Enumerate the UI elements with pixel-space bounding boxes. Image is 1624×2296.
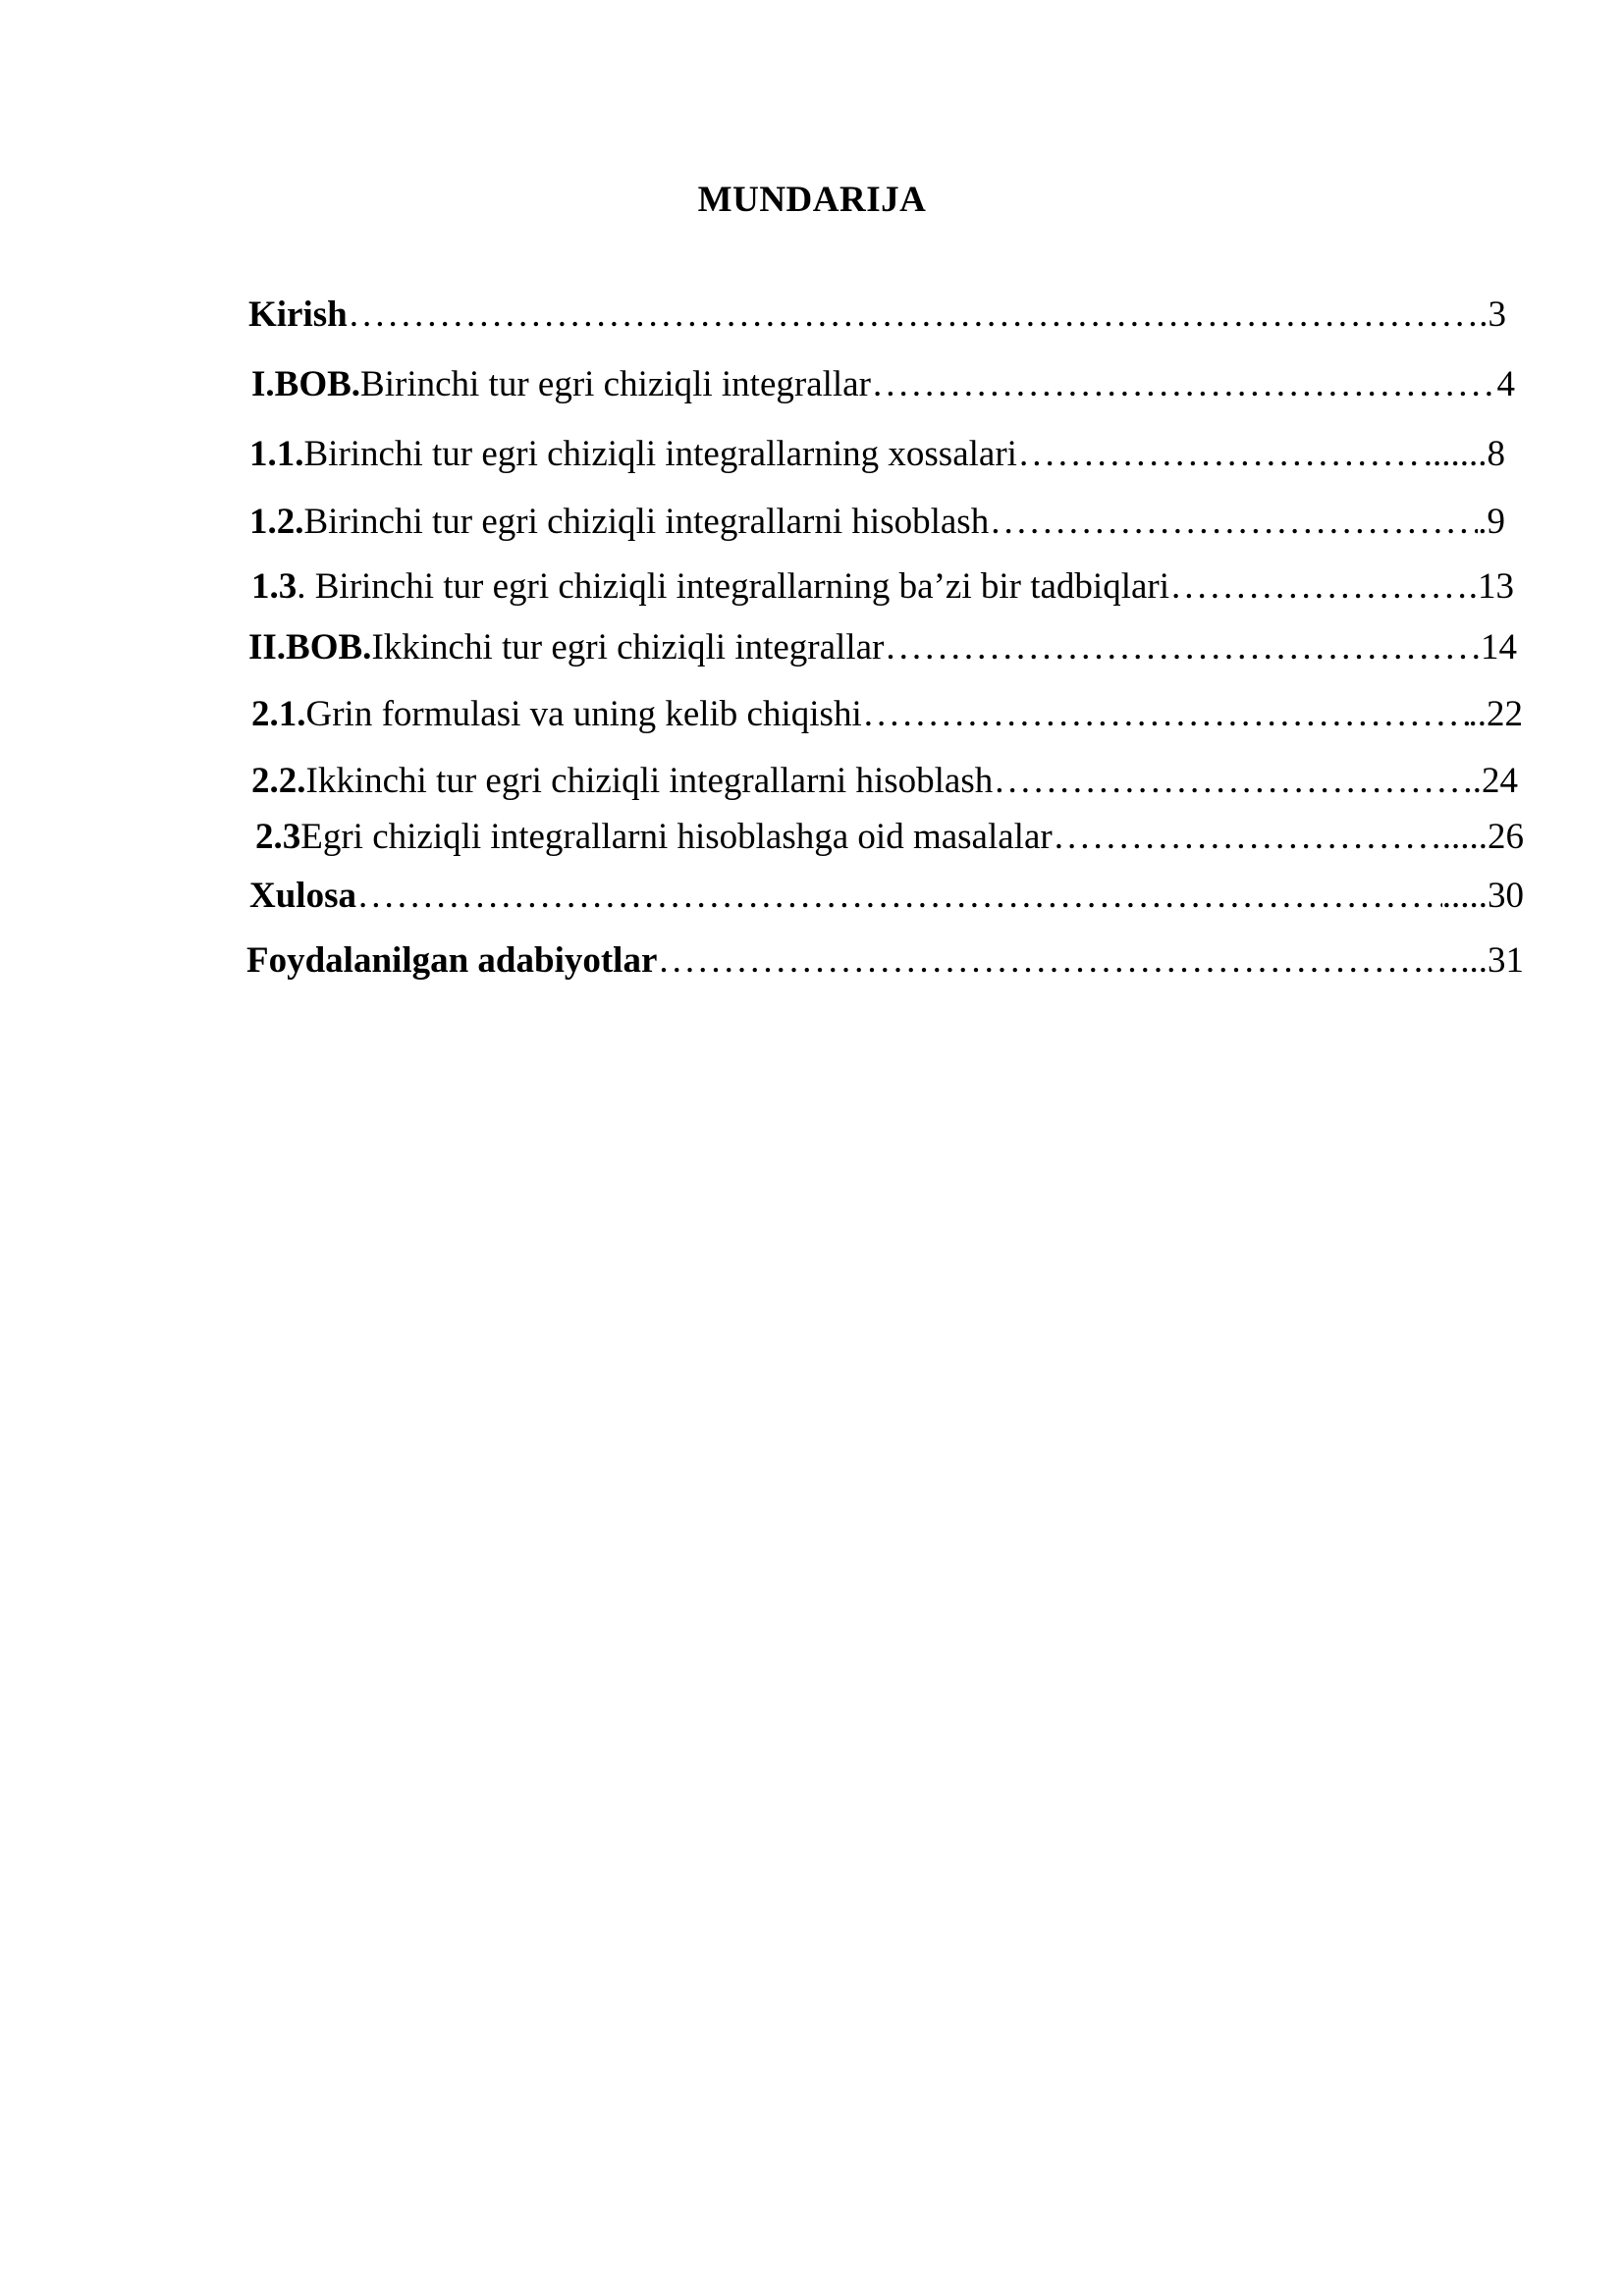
toc-entry-title: Egri chiziqli integrallarni hisoblashga oid masalalar [300, 817, 1053, 857]
toc-entry-page: .13 [1468, 566, 1514, 607]
toc-entry-page: .9 [1478, 502, 1505, 542]
toc-entry-title: Grin formulasi va uning kelib chiqishi [305, 694, 862, 734]
toc-entry-1-2 [249, 499, 1505, 546]
toc-dot-leader [1171, 563, 1469, 611]
toc-entry-page: 4 [1496, 364, 1515, 404]
toc-entry-page: 14 [1481, 627, 1517, 667]
toc-entry-number: 1.1. [249, 434, 304, 474]
toc-entry-xulosa [249, 873, 1524, 920]
toc-entry-number: 2.2. [251, 761, 306, 801]
toc-dot-leader [358, 873, 1442, 920]
page-title: MUNDARIJA [697, 180, 927, 220]
toc-dot-leader [995, 758, 1473, 805]
toc-entry-page: …...31 [1424, 940, 1524, 981]
toc-entry-title: Birinchi tur egri chiziqli integrallarni hisoblash [303, 502, 990, 542]
toc-entry-page: .......8 [1423, 434, 1505, 474]
toc-entry-2-3 [255, 814, 1524, 861]
toc-entry-number: 1.2. [249, 502, 304, 542]
toc-entry-number: Kirish [248, 294, 348, 335]
toc-dot-leader [659, 937, 1424, 985]
toc-entry-2-2 [251, 758, 1518, 805]
toc-dot-leader [1055, 814, 1442, 861]
toc-entry-chapter-2 [248, 624, 1517, 671]
toc-entry-1-1 [249, 431, 1505, 478]
toc-entry-1-3 [251, 563, 1514, 611]
toc-dot-leader [350, 292, 1480, 339]
toc-entry-page: .24 [1472, 761, 1518, 801]
toc-entry-page: .....26 [1441, 817, 1524, 857]
toc-entry-chapter-1 [251, 361, 1515, 408]
toc-dot-leader [873, 361, 1497, 408]
toc-entry-number: 1.3 [251, 566, 298, 607]
toc-entry-page: ..22 [1468, 694, 1523, 734]
toc-entry-number: II.BOB. [248, 627, 372, 667]
toc-entry-number: 2.1. [251, 694, 306, 734]
toc-dot-leader [864, 691, 1469, 738]
toc-entry-title: Ikkinchi tur egri chiziqli integrallar [371, 627, 885, 667]
toc-entry-number: Xulosa [249, 876, 356, 916]
toc-entry-kirish [248, 292, 1506, 339]
toc-entry-title: Birinchi tur egri chiziqli integrallar [360, 364, 871, 404]
toc-entry-2-1 [251, 691, 1523, 738]
toc-entry-title: . Birinchi tur egri chiziqli integrallarning ba’zi bir tadbiqlari [297, 566, 1169, 607]
toc-entry-references [246, 937, 1524, 985]
toc-dot-leader [1019, 431, 1424, 478]
toc-entry-number: Foydalanilgan adabiyotlar [246, 940, 658, 981]
toc-entry-page: .....30 [1441, 876, 1524, 916]
toc-entry-number: 2.3 [255, 817, 301, 857]
toc-entry-page: .3 [1479, 294, 1506, 335]
toc-entry-number: I.BOB. [251, 364, 361, 404]
toc-entry-title: Ikkinchi tur egri chiziqli integrallarni hisoblash [305, 761, 994, 801]
toc-entry-title: Birinchi tur egri chiziqli integrallarning xossalari [303, 434, 1017, 474]
toc-dot-leader [886, 624, 1481, 671]
toc-dot-leader [991, 499, 1478, 546]
